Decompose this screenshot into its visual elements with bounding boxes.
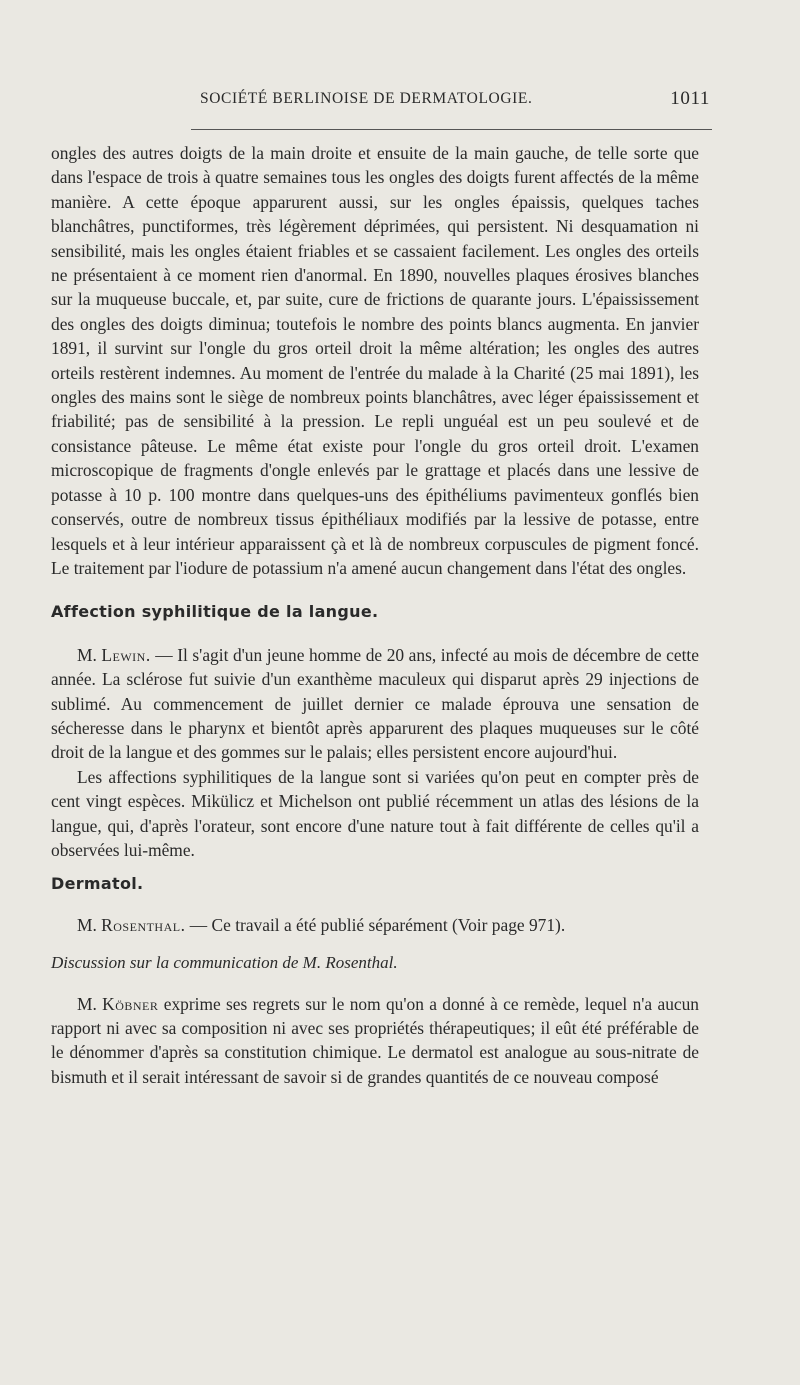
speaker-prefix: M. <box>77 644 102 665</box>
page-number: 1011 <box>670 88 710 109</box>
header-rule <box>191 129 712 130</box>
paragraph-rosenthal <box>51 913 699 937</box>
speaker-name-lewin: Lewin. <box>101 644 151 665</box>
speaker-name-rosenthal: Rosenthal. <box>101 914 186 935</box>
running-title: SOCIÉTÉ BERLINOISE DE DERMATOLOGIE. <box>200 90 533 107</box>
paragraph-case-continuation: ongles des autres doigts de la main droite et ensuite de la main gauche, de telle sorte que dans l'espace de trois à quatre semaines tous les ongles des doigts furent affectés de la même manière. A cette époque apparurent aussi, sur les ongles épaissis, quelques taches blanchâtres, punctiformes, très légèrement déprimées, qui persistent. Ni desquamation ni sensibilité, mais les ongles étaient friables et se cassaient facilement. Les ongles des orteils ne présentaient à ce moment rien d'anormal. En 1890, nouvelles plaques érosives blanches sur la muqueuse buccale, et, par suite, cure de frictions de quarante jours. L'épaississement des ongles des doigts diminua; toutefois le nombre des points blancs augmenta. En janvier 1891, il survint sur l'ongle du gros orteil droit la même altération; les ongles des autres orteils restèrent indemnes. Au moment de l'entrée du malade à la Charité (25 mai 1891), les ongles des mains sont le siège de nombreux points blanchâtres, avec léger épaississement et friabilité; pas de sensibilité à la pression. Le repli unguéal est un peu soulevé et de consistance pâteuse. Le même état existe pour l'ongle du gros orteil droit. L'examen microscopique de fragments d'ongle enlevés par le grattage et placés dans une lessive de potasse à 10 p. 100 montre dans quelques-uns des épithéliums pavimenteux gonflés bien conservés, outre de nombreux tissus épithéliaux modifiés par la lessive de potasse, entre lesquels et à leur intérieur apparaissent çà et là de nombreux corpuscules de pigment foncé. Le traitement par l'iodure de potassium n'a amené aucun changement dans l'état des ongles. <box>51 143 699 578</box>
speaker-prefix: M. <box>77 993 103 1014</box>
section-heading-dermatol: Dermatol. <box>51 874 144 894</box>
section-heading-syphilis: Affection syphilitique de la langue. <box>51 602 379 622</box>
running-header <box>200 90 710 114</box>
speaker-prefix: M. <box>77 914 102 935</box>
discussion-subheading: Discussion sur la communication de M. Rosenthal. <box>51 953 398 973</box>
paragraph-lewin-continued: Les affections syphilitiques de la langue sont si variées qu'on peut en compter près de cent vingt espèces. Mikülicz et Michelson ont publié récemment un atlas des lésions de la langue, qui, d'après l'orateur, sont encore d'une nature tout à fait différente de celles qu'il a observées lui-même. <box>51 766 699 860</box>
paragraph-kobner <box>51 992 699 1090</box>
paragraph-lewin <box>51 643 699 765</box>
rosenthal-text: — Ce travail a été publié séparément (Voir page 971). <box>185 914 566 935</box>
speaker-name-kobner: Köbner <box>102 993 159 1014</box>
body-text <box>51 141 699 1089</box>
lewin-text: — Il s'agit d'un jeune homme de 20 ans, infecté au mois de décembre de cette année. La sclérose fut suivie d'un exanthème maculeux qui disparut après 29 injections de sublimé. Au commencement de juillet dernier ce malade éprouva une sensation de sécheresse dans le pharynx et bientôt après apparurent des plaques muqueuses sur le côté droit de la langue et des gommes sur le palais; elles persistent encore aujourd'hui. <box>51 644 699 763</box>
kobner-text: exprime ses regrets sur le nom qu'on a donné à ce remède, lequel n'a aucun rapport ni avec sa composition ni avec ses propriétés thérapeutiques; il eût été préférable de le dénommer d'après sa constitution chimique. Le dermatol est analogue au sous-nitrate de bismuth et il serait intéressant de savoir si de grandes quantités de ce nouveau composé <box>51 993 699 1087</box>
